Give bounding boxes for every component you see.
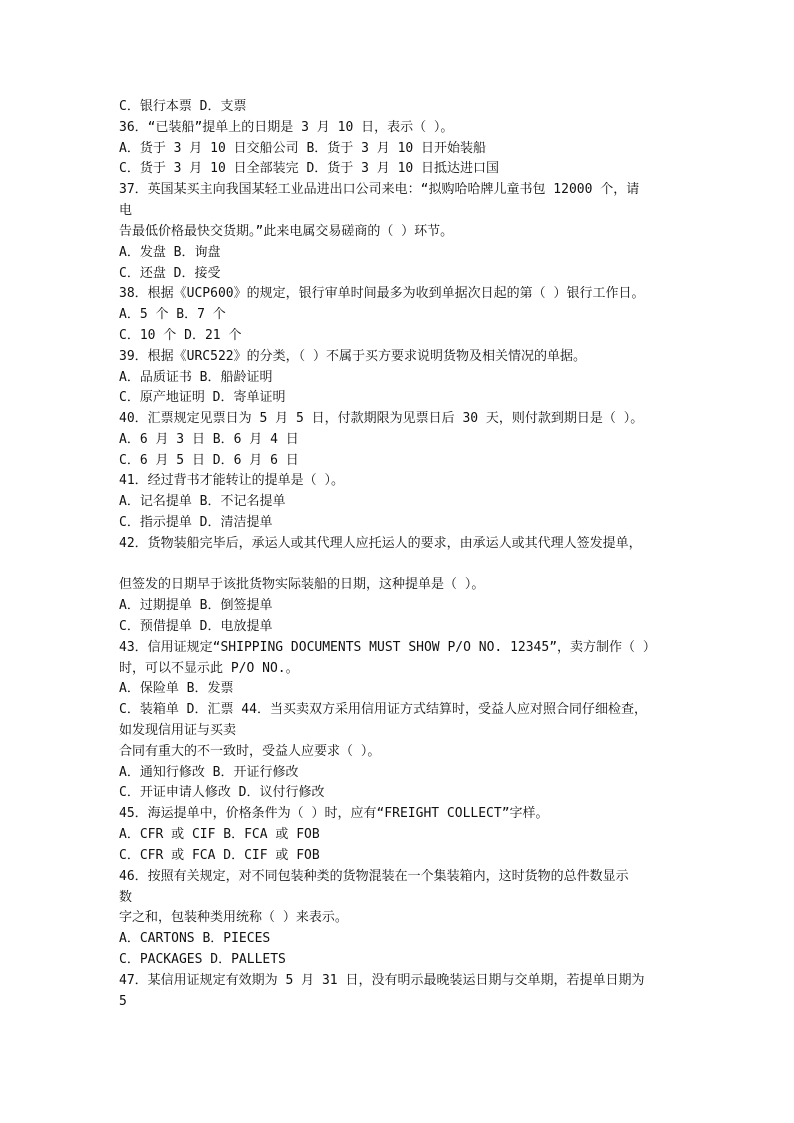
options-line: A．品质证书 B．船龄证明 — [119, 370, 273, 385]
question-39: 39．根据《URC522》的分类，（ ）不属于买方要求说明货物及相关情况的单据。 — [119, 349, 586, 364]
options-line: C．10 个 D．21 个 — [119, 328, 242, 343]
options-line: C．CFR 或 FCA D．CIF 或 FOB — [119, 848, 320, 863]
options-line: A．6 月 3 日 B．6 月 4 日 — [119, 432, 299, 447]
options-line: A．过期提单 B．倒签提单 — [119, 598, 273, 613]
options-line: A．记名提单 B．不记名提单 — [119, 494, 286, 509]
options-line: C．开证申请人修改 D．议付行修改 — [119, 785, 325, 800]
question-46: 46．按照有关规定，对不同包装种类的货物混装在一个集装箱内，这时货物的总件数显示 — [119, 869, 629, 884]
options-line: C．指示提单 D．清洁提单 — [119, 515, 273, 530]
text-line: 时，可以不显示此 P/O NO.。 — [119, 661, 299, 676]
question-38: 38．根据《UCP600》的规定，银行审单时间最多为收到单据次日起的第（ ）银行工作日。 — [119, 286, 645, 301]
options-line: A．5 个 B．7 个 — [119, 307, 226, 322]
options-line: A．保险单 B．发票 — [119, 681, 234, 696]
text-line: 字之和，包装种类用统称（ ）来表示。 — [119, 910, 348, 925]
question-45: 45．海运提单中，价格条件为（ ）时，应有“FREIGHT COLLECT”字样。 — [119, 806, 549, 821]
question-37: 37．英国某买主向我国某轻工业品进出口公司来电：“拟购哈哈牌儿童书包 12000 个，请 — [119, 182, 640, 197]
text-line: 5 — [119, 994, 127, 1009]
options-line: C．原产地证明 D．寄单证明 — [119, 390, 286, 405]
question-47: 47．某信用证规定有效期为 5 月 31 日，没有明示最晚装运日期与交单期，若提单日期为 — [119, 973, 645, 988]
options-line: C．6 月 5 日 D．6 月 6 日 — [119, 453, 299, 468]
question-42: 42．货物装船完毕后，承运人或其代理人应托运人的要求，由承运人或其代理人签发提单， — [119, 536, 642, 551]
options-line: A．货于 3 月 10 日交船公司 B．货于 3 月 10 日开始装船 — [119, 141, 487, 156]
question-36: 36．“已装船”提单上的日期是 3 月 10 日，表示（ ）。 — [119, 120, 454, 135]
text-line: 数 — [119, 890, 133, 905]
options-line: A．发盘 B．询盘 — [119, 245, 221, 260]
text-line: 电 — [119, 203, 133, 218]
options-line: A．CARTONS B．PIECES — [119, 931, 271, 946]
question-41: 41．经过背书才能转让的提单是（ ）。 — [119, 473, 344, 488]
options-line: C．装箱单 D．汇票 44．当买卖双方采用信用证方式结算时，受益人应对照合同仔细检查， — [119, 702, 647, 717]
text-line: C．银行本票 D．支票 — [119, 99, 247, 114]
text-line: 如发现信用证与买卖 — [119, 723, 237, 738]
question-40: 40．汇票规定见票日为 5 月 5 日，付款期限为见票日后 30 天，则付款到期日是（ ）。 — [119, 411, 644, 426]
options-line: A．通知行修改 B．开证行修改 — [119, 765, 299, 780]
text-line: 但签发的日期早于该批货物实际装船的日期，这种提单是（ ）。 — [119, 577, 485, 592]
options-line: C．预借提单 D．电放提单 — [119, 619, 273, 634]
options-line: C．还盘 D．接受 — [119, 266, 221, 281]
options-line: C．货于 3 月 10 日全部装完 D．货于 3 月 10 日抵达进口国 — [119, 161, 500, 176]
question-43: 43．信用证规定“SHIPPING DOCUMENTS MUST SHOW P/O NO. 12345”，卖方制作（ ） — [119, 640, 656, 655]
text-line: 告最低价格最快交货期。”此来电属交易磋商的（ ）环节。 — [119, 224, 454, 239]
text-line: 合同有重大的不一致时，受益人应要求（ ）。 — [119, 744, 381, 759]
options-line: C．PACKAGES D．PALLETS — [119, 952, 286, 967]
options-line: A．CFR 或 CIF B．FCA 或 FOB — [119, 827, 320, 842]
